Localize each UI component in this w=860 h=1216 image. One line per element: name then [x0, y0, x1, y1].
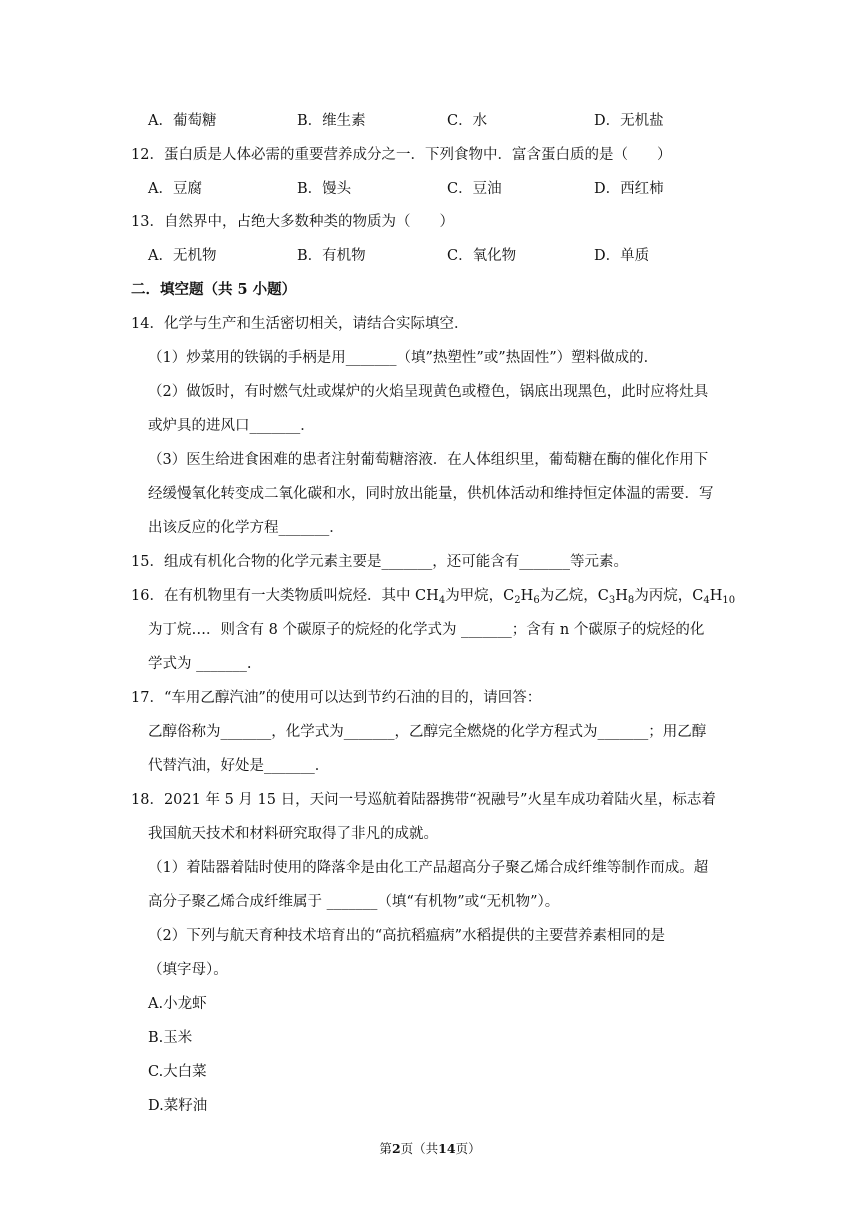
option-d: D．西红柿 — [594, 181, 664, 197]
page-total: 14 — [438, 1141, 456, 1156]
option-a: A.小龙虾 — [148, 996, 207, 1012]
sub-question-3-line-3: 出该反应的化学方程_______． — [148, 520, 344, 536]
question-line-2: 乙醇俗称为_______，化学式为_______，乙醇完全燃烧的化学方程式为_______；用乙醇 — [148, 724, 707, 740]
option-d: D．无机盐 — [594, 113, 664, 129]
sub-question-1-line-2: 高分子聚乙烯合成纤维属于 _______（填“有机物”或“无机物”）。 — [148, 894, 560, 910]
option-d: D．单质 — [594, 248, 650, 264]
question-15: 15．组成有机化合物的化学元素主要是_______，还可能含有_______等元素。 — [131, 554, 628, 570]
option-c: C．氧化物 — [447, 248, 517, 264]
page-number: 2 — [391, 1141, 401, 1156]
option-b: B.玉米 — [148, 1030, 193, 1046]
sub-question-2-line-1: （2）做饭时，有时燃气灶或煤炉的火焰呈现黄色或橙色，锅底出现黑色，此时应将灶具 — [148, 384, 709, 400]
question-stem-line-2: 我国航天技术和材料研究取得了非凡的成就。 — [148, 826, 438, 842]
page-footer: 第2页（共14页） — [379, 1141, 481, 1156]
question-stem-line-3: 学式为 _______. — [148, 656, 252, 672]
section-title: 二．填空题（共 5 小题） — [131, 281, 297, 298]
sub-question-1: （1）炒菜用的铁锅的手柄是用_______（填”热塑性”或”热固性”）塑料做成的． — [148, 350, 659, 366]
sub-question-1-line-1: （1）着陆器着陆时使用的降落伞是由化工产品超高分子聚乙烯合成纤维等制作而成。超 — [148, 860, 709, 876]
option-b: B．维生素 — [297, 113, 366, 129]
question-stem: 13．自然界中，占绝大多数种类的物质为（ ） — [131, 214, 454, 230]
sub-question-3-line-2: 经缓慢氧化转变成二氧化碳和水，同时放出能量，供机体活动和维持恒定体温的需要．写 — [148, 486, 714, 502]
question-stem: 17．“车用乙醇汽油”的使用可以达到节约石油的目的，请回答： — [131, 690, 542, 706]
sub-question-2-line-2: 或炉具的进风口_______． — [148, 418, 315, 434]
option-a: A．豆腐 — [148, 181, 202, 197]
option-d: D.菜籽油 — [148, 1098, 208, 1114]
sub-question-3-line-1: （3）医生给进食困难的患者注射葡萄糖溶液．在人体组织里，葡萄糖在酶的催化作用下 — [148, 452, 709, 468]
question-stem-line-1: 18．2021 年 5 月 15 日，天问一号巡航着陆器携带“祝融号”火星车成功着陆火星，标志着 — [131, 792, 716, 808]
option-c: C．豆油 — [447, 181, 502, 197]
option-a: A．无机物 — [148, 248, 217, 264]
option-b: B．馒头 — [297, 181, 352, 197]
question-stem-line-2: 为丁烷…．则含有 8 个碳原子的烷烃的化学式为 _______；含有 n 个碳原子的烷烃的化 — [148, 622, 705, 638]
option-c: C.大白菜 — [148, 1064, 207, 1080]
option-c: C．水 — [447, 113, 488, 129]
sub-question-2-line-2: （填字母）。 — [148, 962, 228, 978]
question-stem: 12．蛋白质是人体必需的重要营养成分之一．下列食物中．富含蛋白质的是（ ） — [131, 147, 672, 163]
question-stem-line-1: 16．在有机物里有一大类物质叫烷烃．其中 $CH_4$为甲烷，$C_2H_6$为乙烷，$C_3H_8$为丙烷，$C_4H_{10}$ — [131, 588, 736, 606]
option-a: A．葡萄糖 — [148, 113, 217, 129]
question-stem: 14．化学与生产和生活密切相关，请结合实际填空． — [131, 316, 469, 332]
option-b: B．有机物 — [297, 248, 366, 264]
sub-question-2-line-1: （2）下列与航天育种技术培育出的“高抗稻瘟病”水稻提供的主要营养素相同的是 — [148, 928, 666, 944]
question-line-3: 代替汽油，好处是_______． — [148, 758, 330, 774]
